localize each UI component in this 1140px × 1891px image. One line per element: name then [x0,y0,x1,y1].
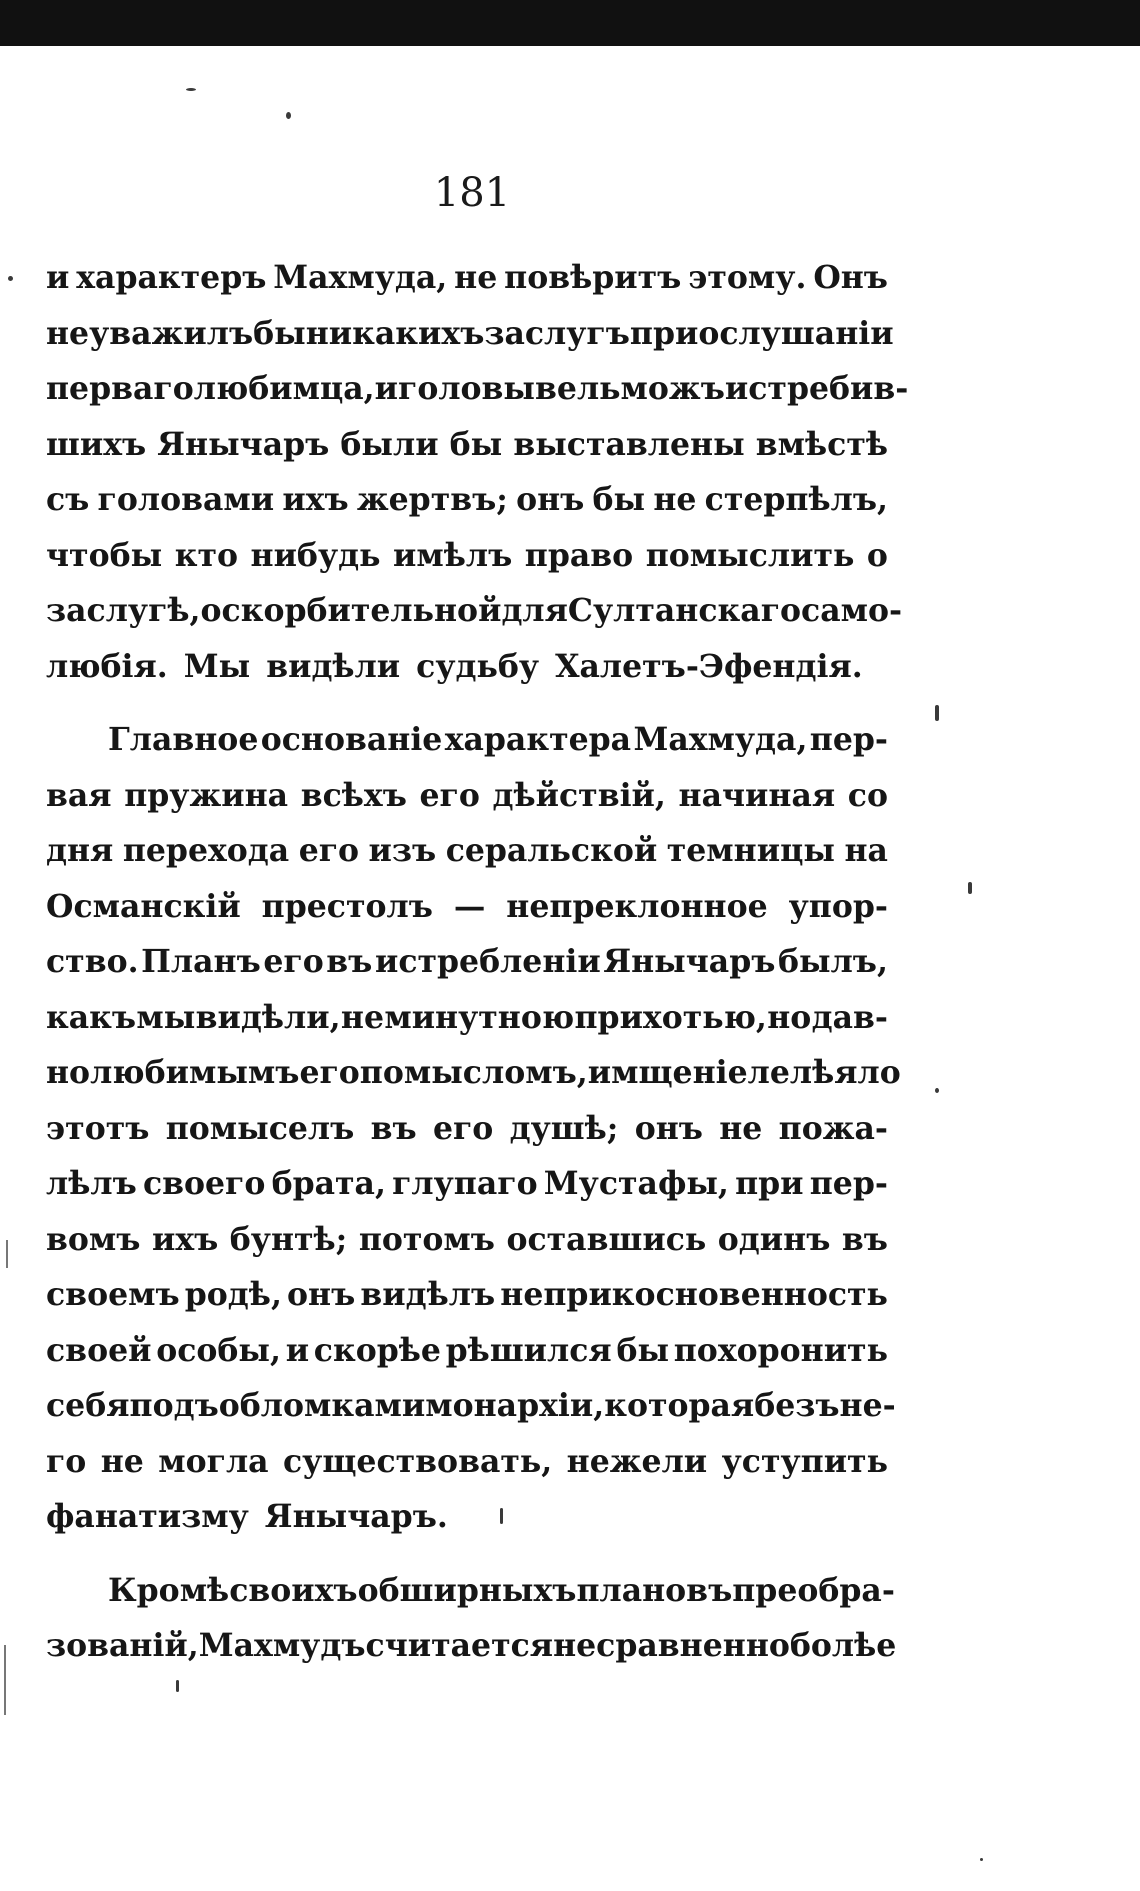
word: не [719,1109,763,1147]
text-line [46,1212,888,1268]
word: похоронить [673,1331,888,1369]
word: характера [444,721,632,758]
scan-speck [968,882,972,894]
word: его [432,1109,494,1147]
word: темницы [666,832,835,869]
text-line [46,528,888,584]
text-line [46,250,888,306]
word: рѣшился [445,1331,612,1369]
text-line [46,1378,896,1434]
word: зованій, [46,1627,199,1664]
word: вмѣстѣ [755,425,888,463]
word: Османскій [46,887,241,925]
word: изъ [368,832,437,869]
text-line [46,1101,888,1157]
word: его [299,1054,360,1091]
scan-speck [176,1680,179,1692]
word: помыслить [645,536,855,574]
word: пер- [809,1165,888,1202]
word: характеръ [76,259,267,296]
text-line [46,639,888,695]
word: перваго [46,370,194,407]
word: преобра- [732,1571,895,1609]
word: Янычаръ [603,943,776,980]
word: Кромѣ [108,1571,230,1609]
word: бы [616,1331,670,1369]
word: уважилъ [89,314,254,352]
word: нибудь [250,536,381,574]
scan-speck [286,112,291,119]
word: бы [592,481,646,518]
word: любія. [46,647,168,685]
word: монархіи, [425,1387,605,1424]
word: и [285,1331,310,1369]
text-line [46,1323,888,1379]
scan-speck [980,1858,983,1861]
word: неприкосновенность [500,1276,888,1313]
word: пожа- [778,1109,888,1147]
page-body-text [46,250,909,1674]
text-line [46,1563,895,1619]
word: плановъ [576,1571,733,1609]
word: истребленіи [374,943,601,980]
word: своихъ [229,1571,358,1609]
word: оскорбительной [200,592,502,629]
word: не [454,259,498,296]
paragraph [46,1563,897,1674]
text-line [46,879,888,935]
word: на [844,832,888,869]
text-line [46,823,888,879]
word: лелѣяло [747,1054,901,1091]
word: судьбу [416,647,540,685]
text-line [46,712,888,768]
word: Махмудъ [198,1627,366,1664]
text-line [46,990,888,1046]
word: были [340,425,439,463]
word: болѣе [789,1627,897,1664]
word: прихотью, [574,998,767,1036]
word: при [629,314,699,352]
word: Халетъ-Эфендія. [555,647,863,685]
word: своемъ [46,1276,180,1313]
word: серальской [445,832,658,869]
word: минутною [384,998,575,1036]
text-line [46,1156,888,1212]
word: чтобы [46,536,163,574]
word: помыселъ [165,1109,355,1147]
word: скорѣе [313,1331,441,1369]
word: нежели [566,1442,708,1480]
word: существовать, [283,1442,553,1480]
word: его [263,943,324,980]
word: не [46,314,90,352]
word: головами [97,481,275,518]
word: само- [801,592,903,629]
word: и [587,1054,612,1091]
word: его [419,776,480,814]
word: но [46,1054,91,1091]
word: выставлены [513,425,745,463]
word: мы [136,998,196,1036]
word: кто [174,536,238,574]
word: видѣлъ [360,1276,496,1313]
text-line [46,583,903,639]
word: право [524,536,634,574]
word: мщеніе [611,1054,748,1091]
scan-speck [500,1508,503,1524]
word: всѣхъ [300,776,407,814]
paragraph-gap [46,1545,888,1563]
word: родѣ, [184,1276,282,1313]
word: своего [142,1165,266,1202]
word: дня [46,832,114,869]
word: перехода [122,832,290,869]
word: себя [46,1387,130,1424]
word: помысломъ, [359,1054,588,1091]
word: Янычаръ [157,425,330,463]
word: истребив- [724,370,909,407]
word: но [767,998,812,1036]
word: о [866,536,888,574]
word: начиная [678,776,836,814]
word: никакихъ [305,314,485,352]
word: онъ [287,1276,356,1313]
text-line [46,361,909,417]
word: былъ, [778,943,888,980]
word: не [653,481,697,518]
word: его [298,832,360,869]
word: оставшись [506,1220,707,1258]
text-line [46,934,888,990]
word: съ [46,481,90,518]
text-line [46,1267,888,1323]
word: потомъ [358,1220,495,1258]
scan-speck [186,88,196,91]
word: онъ [634,1109,703,1147]
word: считается [365,1627,554,1664]
word: заслугѣ, [46,592,201,629]
page-number: 181 [433,170,511,216]
word: могла [158,1442,269,1480]
word: безъ [754,1387,840,1424]
word: обширныхъ [357,1571,577,1609]
paragraph [46,712,901,1545]
word: ихъ [151,1220,219,1258]
word: одинъ [717,1220,831,1258]
word: своей [46,1331,152,1369]
word: любимымъ [90,1054,300,1091]
scan-edge-mark [4,1645,6,1715]
word: жертвъ; [356,481,508,518]
word: Онъ [813,259,888,296]
word: дав- [811,998,888,1036]
word: основаніе [260,721,443,758]
word: Мустафы, [543,1165,729,1202]
word: лѣлъ [46,1165,137,1202]
word: въ [841,1220,888,1258]
word: въ [326,943,373,980]
word: этому. [688,259,807,296]
word: и [46,259,70,296]
scan-edge-mark [6,1240,8,1268]
word: видѣли, [195,998,341,1036]
scan-speck [935,705,939,721]
word: онъ [516,481,585,518]
word: упор- [788,887,888,925]
text-line [46,417,888,473]
paragraph-gap [46,694,888,712]
word: — [453,887,486,925]
word: особы, [156,1331,281,1369]
word: Махмуда, [273,259,448,296]
word: престолъ [261,887,433,925]
word: фанатизму [46,1498,249,1535]
word: пер- [809,721,888,758]
word: заслугъ [484,314,630,352]
word: въ [370,1109,417,1147]
scan-top-border [0,0,1140,46]
word: для [501,592,568,629]
text-line [46,768,888,824]
word: бы [253,314,306,352]
word: не [340,998,385,1036]
word: обломками [218,1387,426,1424]
text-line [46,1434,888,1490]
word: стерпѣлъ, [704,481,888,518]
text-line [46,1618,897,1674]
word: бы [449,425,503,463]
word: вая [46,776,112,814]
word: подъ [129,1387,219,1424]
word: видѣли [266,647,401,685]
word: бунтѣ; [229,1220,348,1258]
word: душѣ; [509,1109,619,1147]
text-line [46,1045,901,1101]
word: при [735,1165,804,1202]
text-line [46,306,894,362]
word: не- [839,1387,896,1424]
scan-speck [8,276,13,281]
word: Планъ [141,943,261,980]
word: несравненно [553,1627,790,1664]
word: этотъ [46,1109,150,1147]
word: непреклонное [506,887,768,925]
word: уступить [721,1442,888,1480]
word: Мы [183,647,251,685]
word: которая [604,1387,755,1424]
word: шихъ [46,425,147,463]
word: вельможъ [535,370,725,407]
scan-speck [935,1088,939,1093]
text-line [46,1489,888,1545]
word: какъ [46,998,137,1036]
paragraph [46,250,909,694]
word: ство. [46,943,139,980]
word: Янычаръ. [264,1498,448,1535]
word: глупаго [392,1165,538,1202]
word: брата, [271,1165,386,1202]
word: головы [398,370,536,407]
word: ихъ [282,481,349,518]
word: го [46,1442,87,1480]
word: Султанскаго [567,592,802,629]
word: любимца, [193,370,375,407]
word: и [374,370,399,407]
word: ослушаніи [698,314,894,352]
text-line [46,472,888,528]
word: повѣритъ [504,259,682,296]
word: со [847,776,888,814]
word: дѣйствій, [492,776,666,814]
word: не [100,1442,144,1480]
word: Главное [108,721,259,758]
word: пружина [124,776,289,814]
word: вомъ [46,1220,141,1258]
word: Махмуда, [633,721,808,758]
word: имѣлъ [393,536,513,574]
